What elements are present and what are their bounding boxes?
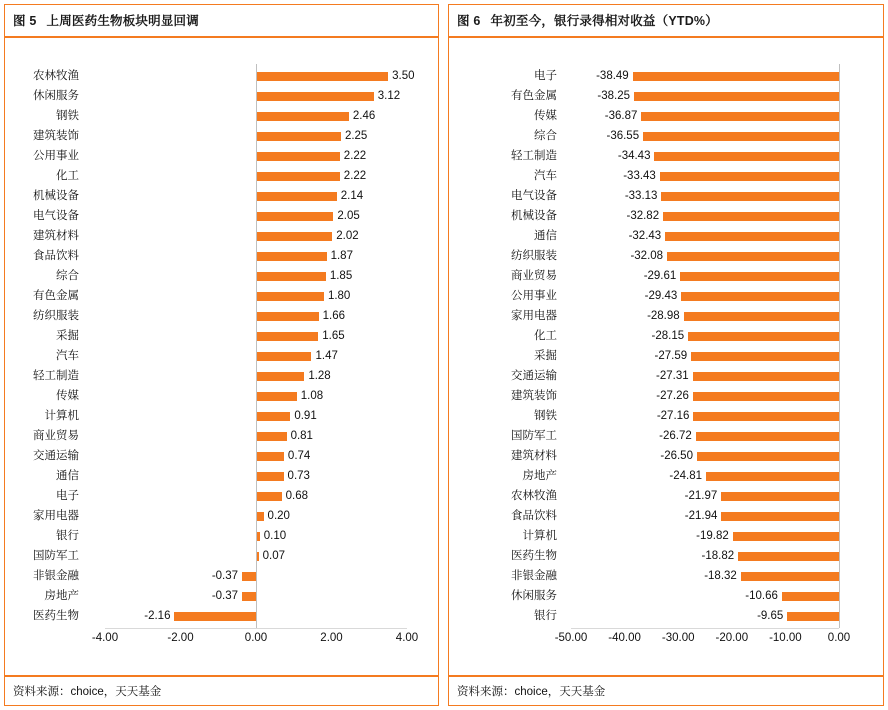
- bar: [256, 192, 337, 201]
- bar: [721, 492, 839, 501]
- bar: [697, 452, 839, 461]
- bar: [634, 92, 839, 101]
- category-label: 房地产: [44, 590, 79, 602]
- figure-6-frame: [448, 4, 884, 706]
- bar-value-label: -21.97: [684, 490, 718, 502]
- bar-row: [5, 586, 438, 606]
- bar: [242, 592, 256, 601]
- category-label: 机械设备: [511, 210, 557, 222]
- category-label: 综合: [56, 270, 79, 282]
- bar-value-label: 3.50: [392, 70, 415, 82]
- bar-value-label: 1.08: [300, 390, 324, 402]
- category-label: 建筑材料: [33, 230, 79, 242]
- category-label: 交通运输: [33, 450, 79, 462]
- category-label: 商业贸易: [33, 430, 79, 442]
- figure-5-source: 资料来源：choice，天天基金: [5, 675, 438, 705]
- x-tick-label: 4.00: [395, 632, 419, 644]
- bar: [693, 412, 839, 421]
- bar: [680, 272, 839, 281]
- category-label: 化工: [534, 330, 557, 342]
- figure-5-title: [5, 5, 438, 38]
- bar-row: [449, 226, 883, 246]
- category-label: 汽车: [534, 170, 557, 182]
- category-label: 医药生物: [33, 610, 79, 622]
- figure-6-chart: [449, 38, 883, 675]
- bar-value-label: 1.47: [315, 350, 338, 362]
- bar-value-label: -33.13: [624, 190, 658, 202]
- x-tick-label: -50.00: [554, 632, 588, 644]
- category-label: 农林牧渔: [511, 490, 557, 502]
- bar: [782, 592, 839, 601]
- category-label: 采掘: [534, 350, 557, 362]
- bar-row: [5, 366, 438, 386]
- bar: [256, 312, 319, 321]
- bar-row: [5, 286, 438, 306]
- category-label: 通信: [534, 230, 557, 242]
- bar: [693, 372, 839, 381]
- bar: [693, 392, 839, 401]
- category-label: 电气设备: [33, 210, 79, 222]
- bar-row: [5, 186, 438, 206]
- category-label: 计算机: [522, 530, 557, 542]
- bar-value-label: 2.22: [343, 170, 367, 182]
- bar-row: [449, 386, 883, 406]
- bar-row: [5, 566, 438, 586]
- bar-value-label: -19.82: [696, 530, 729, 542]
- category-label: 房地产: [522, 470, 557, 482]
- bar-row: [449, 526, 883, 546]
- bar-value-label: -27.59: [654, 350, 688, 362]
- x-tick-label: -20.00: [715, 632, 749, 644]
- x-tick-label: -2.00: [167, 632, 194, 644]
- bar-row: [449, 486, 883, 506]
- zero-baseline: [839, 64, 840, 628]
- x-tick-label: -4.00: [91, 632, 119, 644]
- bar-row: [449, 546, 883, 566]
- bar-value-label: -24.81: [669, 470, 703, 482]
- figure-5-frame: [4, 4, 439, 706]
- bar-row: [5, 486, 438, 506]
- bar-row: [5, 346, 438, 366]
- category-label: 非银金融: [33, 570, 79, 582]
- category-label: 化工: [56, 170, 79, 182]
- category-label: 轻工制造: [33, 370, 79, 382]
- bar-row: [449, 306, 883, 326]
- bar-row: [5, 66, 438, 86]
- figure-6-plot: [449, 38, 883, 675]
- bar: [256, 232, 332, 241]
- bar-value-label: 2.25: [344, 130, 368, 142]
- bar: [242, 572, 256, 581]
- bar: [256, 132, 341, 141]
- bar-value-label: -32.82: [626, 210, 660, 222]
- x-axis-line: [571, 628, 839, 629]
- x-tick-label: 2.00: [320, 632, 343, 644]
- bar-value-label: 0.10: [263, 530, 287, 542]
- bar-row: [449, 206, 883, 226]
- category-label: 纺织服装: [33, 310, 79, 322]
- category-label: 公用事业: [33, 150, 79, 162]
- category-label: 汽车: [56, 350, 79, 362]
- figure-6-number: 图 6: [457, 14, 481, 28]
- bar-row: [449, 146, 883, 166]
- bar-value-label: 1.85: [329, 270, 353, 282]
- bar-row: [5, 246, 438, 266]
- bar: [256, 272, 326, 281]
- x-tick-label: -40.00: [608, 632, 641, 644]
- bar-value-label: 2.22: [343, 150, 367, 162]
- figure-6-panel: [444, 0, 888, 710]
- bar-value-label: 1.80: [327, 290, 351, 302]
- bar: [256, 392, 297, 401]
- bar: [696, 432, 839, 441]
- bar: [641, 112, 839, 121]
- bar: [787, 612, 839, 621]
- bar-row: [449, 586, 883, 606]
- bar-row: [5, 266, 438, 286]
- bar: [256, 372, 304, 381]
- bar-value-label: -18.82: [701, 550, 735, 562]
- bar: [256, 452, 284, 461]
- bar: [681, 292, 839, 301]
- figure-6-title-text: 年初至今，银行录得相对收益（YTD%）: [490, 14, 718, 28]
- x-tick-label: -30.00: [661, 632, 695, 644]
- category-label: 家用电器: [511, 310, 557, 322]
- category-label: 传媒: [56, 390, 79, 402]
- bar: [256, 112, 349, 121]
- bar-row: [449, 326, 883, 346]
- category-label: 有色金属: [511, 90, 557, 102]
- bar-value-label: 0.68: [285, 490, 309, 502]
- category-label: 通信: [56, 470, 79, 482]
- category-label: 农林牧渔: [33, 70, 79, 82]
- bar: [256, 512, 264, 521]
- bar: [256, 252, 327, 261]
- bar: [256, 352, 311, 361]
- category-label: 轻工制造: [511, 150, 557, 162]
- bar-row: [449, 126, 883, 146]
- category-label: 国防军工: [33, 550, 79, 562]
- bar-value-label: -27.26: [656, 390, 689, 402]
- zero-baseline: [256, 64, 257, 628]
- bar-row: [5, 386, 438, 406]
- bar: [256, 332, 318, 341]
- bar-row: [5, 306, 438, 326]
- bar: [733, 532, 839, 541]
- bar: [665, 232, 839, 241]
- bar-row: [5, 326, 438, 346]
- bar-row: [449, 66, 883, 86]
- bar-row: [449, 166, 883, 186]
- bar-value-label: -2.16: [144, 610, 171, 622]
- bar-row: [449, 246, 883, 266]
- bar-value-label: -26.50: [660, 450, 693, 462]
- bar: [684, 312, 839, 321]
- bar: [256, 212, 333, 221]
- bar: [256, 152, 340, 161]
- x-tick-label: -10.00: [769, 632, 802, 644]
- bar: [256, 72, 388, 81]
- category-label: 建筑材料: [511, 450, 557, 462]
- bar-row: [5, 546, 438, 566]
- bar: [643, 132, 839, 141]
- category-label: 电子: [534, 70, 557, 82]
- category-label: 电子: [56, 490, 79, 502]
- bar-value-label: 0.91: [294, 410, 317, 422]
- bar-value-label: -32.08: [630, 250, 664, 262]
- bar: [174, 612, 256, 621]
- bar-value-label: -29.43: [644, 290, 678, 302]
- bar-value-label: 2.14: [340, 190, 364, 202]
- bar-row: [449, 566, 883, 586]
- bar: [741, 572, 839, 581]
- bar-row: [449, 266, 883, 286]
- bar-row: [5, 166, 438, 186]
- bar-row: [5, 506, 438, 526]
- bar-value-label: -0.37: [211, 570, 239, 582]
- bar-row: [449, 426, 883, 446]
- bar-value-label: -18.32: [704, 570, 737, 582]
- bar-row: [5, 126, 438, 146]
- category-label: 银行: [56, 530, 79, 542]
- category-label: 有色金属: [33, 290, 79, 302]
- category-label: 计算机: [44, 410, 79, 422]
- bar-value-label: -33.43: [623, 170, 656, 182]
- bar-row: [5, 146, 438, 166]
- bar: [663, 212, 839, 221]
- category-label: 休闲服务: [33, 90, 79, 102]
- category-label: 综合: [534, 130, 557, 142]
- bar-value-label: 2.02: [336, 230, 359, 242]
- bar: [256, 492, 282, 501]
- category-label: 钢铁: [56, 110, 79, 122]
- bar-value-label: -32.43: [628, 230, 662, 242]
- bar-value-label: -26.72: [659, 430, 692, 442]
- category-label: 采掘: [56, 330, 79, 342]
- bar: [654, 152, 839, 161]
- bar-value-label: -28.98: [647, 310, 680, 322]
- bar: [256, 432, 287, 441]
- bar: [256, 172, 340, 181]
- bar-row: [5, 106, 438, 126]
- x-axis-line: [105, 628, 407, 629]
- x-tick-label: 0.00: [244, 632, 268, 644]
- category-label: 银行: [534, 610, 557, 622]
- category-label: 纺织服装: [511, 250, 557, 262]
- category-label: 交通运输: [511, 370, 557, 382]
- bar-value-label: 1.28: [308, 370, 331, 382]
- category-label: 公用事业: [511, 290, 557, 302]
- bar-value-label: 2.46: [352, 110, 376, 122]
- x-tick-label: 0.00: [827, 632, 851, 644]
- bar: [256, 292, 324, 301]
- bar-row: [449, 466, 883, 486]
- figure-5-number: 图 5: [13, 14, 37, 28]
- bar: [256, 472, 284, 481]
- category-label: 医药生物: [511, 550, 557, 562]
- bar-value-label: 0.73: [287, 470, 310, 482]
- bar-row: [449, 606, 883, 626]
- bar-value-label: -36.55: [606, 130, 640, 142]
- bar: [256, 412, 290, 421]
- bar-row: [449, 106, 883, 126]
- bar-row: [449, 346, 883, 366]
- bar: [661, 192, 839, 201]
- figure-6-source: 资料来源：choice，天天基金: [449, 675, 883, 705]
- bar-value-label: -21.94: [684, 510, 718, 522]
- category-label: 建筑装饰: [511, 390, 557, 402]
- bar: [660, 172, 839, 181]
- bar: [688, 332, 839, 341]
- category-label: 建筑装饰: [33, 130, 79, 142]
- category-label: 机械设备: [33, 190, 79, 202]
- bar-value-label: -36.87: [604, 110, 638, 122]
- category-label: 国防军工: [511, 430, 557, 442]
- bar-row: [5, 466, 438, 486]
- bar-value-label: 1.65: [322, 330, 345, 342]
- bar-value-label: -29.61: [643, 270, 677, 282]
- figure-5-chart: [5, 38, 438, 675]
- category-label: 休闲服务: [511, 590, 557, 602]
- bar-value-label: 1.87: [330, 250, 353, 262]
- bar-row: [5, 86, 438, 106]
- bar-row: [449, 506, 883, 526]
- category-label: 商业贸易: [511, 270, 557, 282]
- bar-row: [5, 606, 438, 626]
- bar-row: [5, 446, 438, 466]
- bar-row: [5, 426, 438, 446]
- category-label: 非银金融: [511, 570, 557, 582]
- bar-value-label: -38.49: [596, 70, 629, 82]
- bar-row: [449, 406, 883, 426]
- bar-value-label: 1.66: [322, 310, 346, 322]
- bar: [738, 552, 839, 561]
- bar-row: [5, 526, 438, 546]
- bar-row: [449, 446, 883, 466]
- figure-5-plot: [5, 38, 438, 675]
- bar-value-label: 0.07: [262, 550, 286, 562]
- bar: [691, 352, 839, 361]
- bar-value-label: -34.43: [617, 150, 651, 162]
- category-label: 食品饮料: [33, 250, 79, 262]
- bar-value-label: -38.25: [597, 90, 630, 102]
- bar-value-label: -27.31: [656, 370, 689, 382]
- bar: [667, 252, 839, 261]
- bar-row: [5, 206, 438, 226]
- bar-row: [449, 366, 883, 386]
- category-label: 食品饮料: [511, 510, 557, 522]
- bar-value-label: 0.20: [267, 510, 290, 522]
- bar-value-label: -28.15: [651, 330, 685, 342]
- bar-value-label: -9.65: [757, 610, 784, 622]
- figure-5-title-text: 上周医药生物板块明显回调: [46, 14, 199, 28]
- bar: [256, 92, 374, 101]
- category-label: 电气设备: [511, 190, 557, 202]
- category-label: 传媒: [534, 110, 557, 122]
- bar-value-label: 0.81: [290, 430, 313, 442]
- bar-row: [449, 286, 883, 306]
- bar-value-label: -10.66: [745, 590, 778, 602]
- category-label: 钢铁: [534, 410, 557, 422]
- bar-value-label: 0.74: [287, 450, 311, 462]
- bar-row: [449, 86, 883, 106]
- bar-value-label: -0.37: [211, 590, 239, 602]
- bar-value-label: -27.16: [656, 410, 690, 422]
- figure-6-title: [449, 5, 883, 38]
- bar: [706, 472, 839, 481]
- bar-row: [5, 406, 438, 426]
- bar: [721, 512, 839, 521]
- bar-row: [5, 226, 438, 246]
- bar: [633, 72, 839, 81]
- bar-value-label: 3.12: [377, 90, 401, 102]
- bar-value-label: 2.05: [337, 210, 360, 222]
- bar-row: [449, 186, 883, 206]
- category-label: 家用电器: [33, 510, 79, 522]
